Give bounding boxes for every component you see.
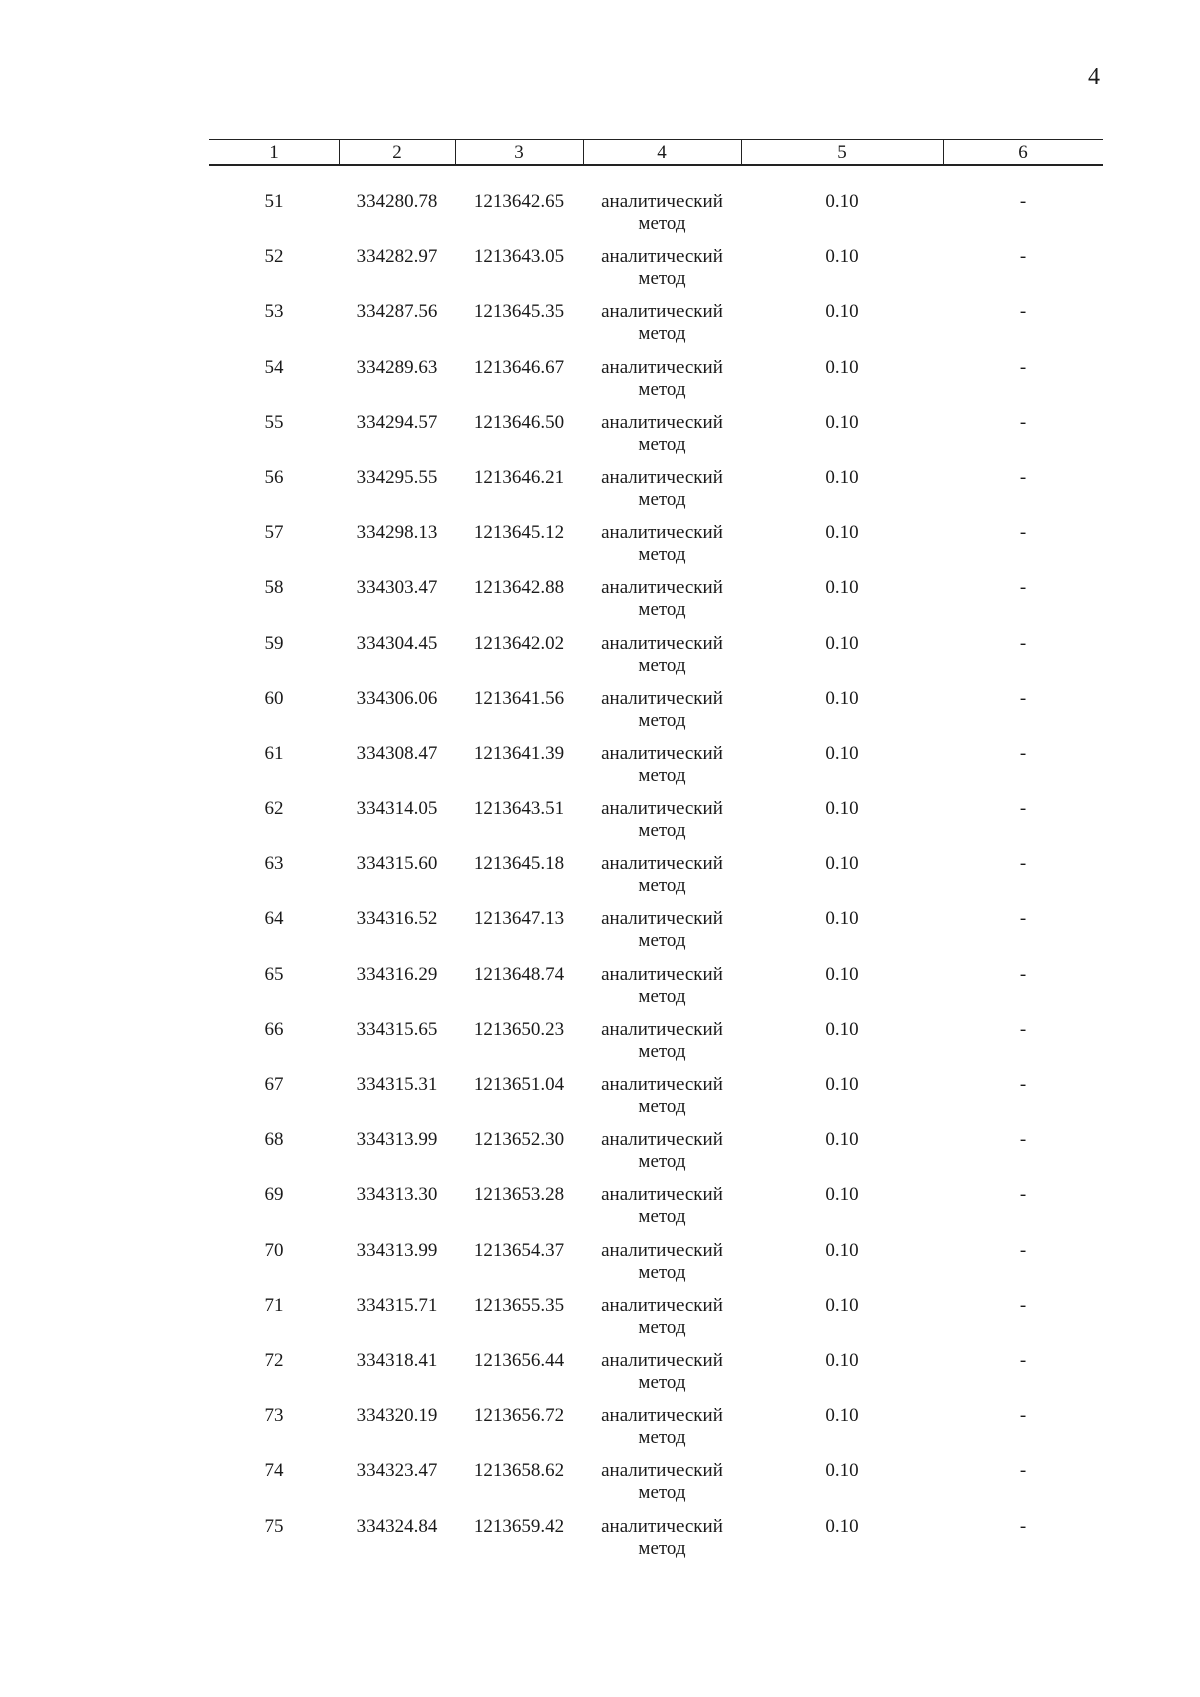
method-cell: [583, 1129, 741, 1173]
method-line-2: метод: [638, 654, 686, 676]
column-header-1: 1: [269, 142, 279, 163]
coordinate-x: 334315.31: [356, 1074, 438, 1095]
table-row: [209, 467, 1103, 522]
table-row: [209, 1460, 1103, 1515]
method-cell: [583, 964, 741, 1008]
coordinate-x: 334324.84: [356, 1515, 438, 1537]
column-header-2: 2: [392, 142, 402, 163]
description-cell: -: [1019, 1018, 1027, 1040]
method-cell: [583, 301, 741, 345]
point-number: 74: [264, 1460, 284, 1482]
coordinate-x: 334315.71: [356, 1294, 438, 1316]
description-cell: -: [1019, 1129, 1027, 1151]
method-line-1: аналитический: [601, 466, 723, 488]
coordinate-x: 334294.57: [356, 411, 438, 433]
table-row: [209, 1516, 1103, 1571]
coordinate-y: 1213646.21: [473, 466, 565, 488]
description-cell: -: [1019, 356, 1027, 378]
point-number: 60: [264, 687, 284, 709]
table-row: [209, 853, 1103, 908]
coordinate-y: 1213659.42: [473, 1515, 565, 1537]
coordinate-x: 334316.29: [356, 963, 438, 985]
method-line-1: аналитический: [601, 853, 723, 875]
method-line-2: метод: [638, 378, 686, 400]
point-number: 56: [264, 466, 284, 488]
method-cell: [583, 1516, 741, 1560]
method-cell: [583, 1240, 741, 1284]
description-cell: -: [1019, 1349, 1027, 1371]
method-line-1: аналитический: [601, 687, 723, 709]
method-line-2: метод: [638, 1206, 686, 1228]
method-line-2: метод: [638, 930, 686, 952]
point-number: 68: [264, 1129, 284, 1151]
method-line-1: аналитический: [601, 1129, 723, 1151]
method-cell: [583, 853, 741, 897]
coordinate-x: 334313.99: [356, 1129, 438, 1151]
coordinate-y: 1213653.28: [473, 1184, 565, 1206]
table-row: [209, 412, 1103, 467]
method-line-1: аналитический: [601, 742, 723, 764]
method-line-1: аналитический: [601, 1405, 723, 1427]
point-number: 51: [264, 191, 284, 212]
table-row: [209, 908, 1103, 963]
table-row: [209, 1184, 1103, 1239]
point-number: 75: [264, 1515, 284, 1537]
table-row: [209, 1240, 1103, 1295]
coordinate-x: 334282.97: [356, 246, 438, 268]
accuracy-value: 0.10: [825, 1074, 859, 1095]
column-header-4: 4: [657, 142, 667, 163]
coordinate-y: 1213642.65: [473, 191, 565, 212]
table-row: [209, 743, 1103, 798]
method-cell: [583, 357, 741, 401]
coordinate-x: 334308.47: [356, 742, 438, 764]
method-line-1: аналитический: [601, 411, 723, 433]
table-row: [209, 1350, 1103, 1405]
method-cell: [583, 1350, 741, 1394]
coordinate-x: 334303.47: [356, 577, 438, 599]
method-line-2: метод: [638, 544, 686, 566]
method-line-1: аналитический: [601, 798, 723, 820]
coordinate-x: 334314.05: [356, 798, 438, 820]
method-cell: [583, 522, 741, 566]
table-row: [209, 1074, 1103, 1129]
coordinate-y: 1213646.67: [473, 356, 565, 378]
method-line-1: аналитический: [601, 301, 723, 323]
table-row: [209, 522, 1103, 577]
accuracy-value: 0.10: [825, 798, 859, 820]
coordinate-y: 1213650.23: [473, 1018, 565, 1040]
method-line-2: метод: [638, 820, 686, 842]
description-cell: -: [1019, 963, 1027, 985]
description-cell: -: [1019, 742, 1027, 764]
point-number: 73: [264, 1405, 284, 1427]
description-cell: -: [1019, 1515, 1027, 1537]
accuracy-value: 0.10: [825, 301, 859, 323]
coordinate-y: 1213643.05: [473, 246, 565, 268]
method-cell: [583, 1019, 741, 1063]
method-line-2: метод: [638, 764, 686, 786]
point-number: 59: [264, 632, 284, 654]
point-number: 61: [264, 742, 284, 764]
description-cell: -: [1019, 687, 1027, 709]
method-cell: [583, 798, 741, 842]
accuracy-value: 0.10: [825, 1460, 859, 1482]
accuracy-value: 0.10: [825, 853, 859, 875]
coordinate-x: 334320.19: [356, 1405, 438, 1427]
description-cell: -: [1019, 246, 1027, 268]
method-line-2: метод: [638, 488, 686, 510]
method-line-1: аналитический: [601, 191, 723, 212]
point-number: 54: [264, 356, 284, 378]
table-row: [209, 357, 1103, 412]
coordinate-y: 1213652.30: [473, 1129, 565, 1151]
method-cell: [583, 1405, 741, 1449]
table-row: [209, 191, 1103, 246]
coordinate-x: 334304.45: [356, 632, 438, 654]
accuracy-value: 0.10: [825, 632, 859, 654]
coordinate-x: 334316.52: [356, 908, 438, 930]
method-line-2: метод: [638, 323, 686, 345]
column-header-3: 3: [514, 142, 524, 163]
method-line-1: аналитический: [601, 632, 723, 654]
point-number: 66: [264, 1018, 284, 1040]
method-line-1: аналитический: [601, 1460, 723, 1482]
point-number: 64: [264, 908, 284, 930]
description-cell: -: [1019, 632, 1027, 654]
description-cell: -: [1019, 1074, 1027, 1095]
description-cell: -: [1019, 522, 1027, 544]
method-line-2: метод: [638, 985, 686, 1007]
table-body: [209, 191, 1103, 1571]
point-number: 58: [264, 577, 284, 599]
point-number: 55: [264, 411, 284, 433]
accuracy-value: 0.10: [825, 1405, 859, 1427]
method-line-2: метод: [638, 213, 686, 234]
coordinate-y: 1213654.37: [473, 1239, 565, 1261]
method-line-2: метод: [638, 709, 686, 731]
description-cell: -: [1019, 1460, 1027, 1482]
accuracy-value: 0.10: [825, 411, 859, 433]
method-cell: [583, 412, 741, 456]
method-line-2: метод: [638, 1261, 686, 1283]
coordinate-x: 334295.55: [356, 466, 438, 488]
method-line-1: аналитический: [601, 1184, 723, 1206]
table-row: [209, 633, 1103, 688]
coordinate-y: 1213656.44: [473, 1349, 565, 1371]
method-line-2: метод: [638, 1040, 686, 1062]
accuracy-value: 0.10: [825, 356, 859, 378]
method-line-2: метод: [638, 1151, 686, 1173]
accuracy-value: 0.10: [825, 687, 859, 709]
method-cell: [583, 1184, 741, 1228]
description-cell: -: [1019, 1405, 1027, 1427]
coordinate-x: 334287.56: [356, 301, 438, 323]
coordinate-y: 1213641.56: [473, 687, 565, 709]
point-number: 52: [264, 246, 284, 268]
accuracy-value: 0.10: [825, 191, 859, 212]
point-number: 67: [264, 1074, 284, 1095]
coordinate-y: 1213648.74: [473, 963, 565, 985]
method-cell: [583, 191, 741, 235]
accuracy-value: 0.10: [825, 1294, 859, 1316]
method-line-2: метод: [638, 1482, 686, 1504]
description-cell: -: [1019, 1294, 1027, 1316]
point-number: 65: [264, 963, 284, 985]
coordinate-x: 334298.13: [356, 522, 438, 544]
method-cell: [583, 1074, 741, 1118]
coordinate-x: 334315.60: [356, 853, 438, 875]
method-line-2: метод: [638, 599, 686, 621]
method-line-1: аналитический: [601, 1239, 723, 1261]
method-line-2: метод: [638, 1371, 686, 1393]
table-row: [209, 577, 1103, 632]
description-cell: -: [1019, 577, 1027, 599]
table-row: [209, 1019, 1103, 1074]
table-header: [209, 139, 1103, 166]
coordinate-y: 1213642.02: [473, 632, 565, 654]
method-cell: [583, 908, 741, 952]
method-line-1: аналитический: [601, 1018, 723, 1040]
accuracy-value: 0.10: [825, 577, 859, 599]
accuracy-value: 0.10: [825, 963, 859, 985]
accuracy-value: 0.10: [825, 1018, 859, 1040]
accuracy-value: 0.10: [825, 1349, 859, 1371]
description-cell: -: [1019, 1184, 1027, 1206]
page-number: 4: [1088, 64, 1100, 90]
method-line-1: аналитический: [601, 1349, 723, 1371]
coordinate-y: 1213655.35: [473, 1294, 565, 1316]
method-cell: [583, 246, 741, 290]
method-line-1: аналитический: [601, 908, 723, 930]
point-number: 53: [264, 301, 284, 323]
point-number: 72: [264, 1349, 284, 1371]
description-cell: -: [1019, 466, 1027, 488]
method-line-2: метод: [638, 1316, 686, 1338]
table-row: [209, 798, 1103, 853]
method-cell: [583, 577, 741, 621]
column-header-6: 6: [1018, 142, 1028, 163]
table-row: [209, 1295, 1103, 1350]
coordinate-y: 1213645.35: [473, 301, 565, 323]
point-number: 62: [264, 798, 284, 820]
method-line-1: аналитический: [601, 522, 723, 544]
point-number: 69: [264, 1184, 284, 1206]
method-line-2: метод: [638, 875, 686, 897]
coordinate-y: 1213646.50: [473, 411, 565, 433]
method-line-2: метод: [638, 433, 686, 455]
description-cell: -: [1019, 853, 1027, 875]
coordinate-x: 334313.99: [356, 1239, 438, 1261]
method-line-2: метод: [638, 1427, 686, 1449]
coordinate-y: 1213645.18: [473, 853, 565, 875]
method-line-1: аналитический: [601, 1515, 723, 1537]
method-cell: [583, 688, 741, 732]
coordinate-y: 1213651.04: [473, 1074, 565, 1095]
point-number: 70: [264, 1239, 284, 1261]
method-cell: [583, 467, 741, 511]
accuracy-value: 0.10: [825, 1239, 859, 1261]
coordinate-x: 334313.30: [356, 1184, 438, 1206]
description-cell: -: [1019, 191, 1027, 212]
coordinate-y: 1213656.72: [473, 1405, 565, 1427]
method-line-1: аналитический: [601, 246, 723, 268]
method-line-1: аналитический: [601, 356, 723, 378]
coordinate-y: 1213643.51: [473, 798, 565, 820]
method-cell: [583, 743, 741, 787]
method-line-1: аналитический: [601, 1294, 723, 1316]
description-cell: -: [1019, 301, 1027, 323]
point-number: 71: [264, 1294, 284, 1316]
method-cell: [583, 633, 741, 677]
coordinate-y: 1213658.62: [473, 1460, 565, 1482]
coordinate-x: 334306.06: [356, 687, 438, 709]
description-cell: -: [1019, 411, 1027, 433]
table-row: [209, 246, 1103, 301]
description-cell: -: [1019, 908, 1027, 930]
accuracy-value: 0.10: [825, 522, 859, 544]
coordinate-y: 1213645.12: [473, 522, 565, 544]
table-row: [209, 964, 1103, 1019]
table-row: [209, 688, 1103, 743]
method-line-1: аналитический: [601, 577, 723, 599]
coordinate-x: 334280.78: [356, 191, 438, 212]
coordinate-x: 334318.41: [356, 1349, 438, 1371]
method-line-2: метод: [638, 1096, 686, 1117]
accuracy-value: 0.10: [825, 742, 859, 764]
accuracy-value: 0.10: [825, 1129, 859, 1151]
accuracy-value: 0.10: [825, 1184, 859, 1206]
description-cell: -: [1019, 1239, 1027, 1261]
method-line-1: аналитический: [601, 1074, 723, 1095]
description-cell: -: [1019, 798, 1027, 820]
point-number: 63: [264, 853, 284, 875]
coordinate-x: 334323.47: [356, 1460, 438, 1482]
accuracy-value: 0.10: [825, 246, 859, 268]
coordinate-x: 334289.63: [356, 356, 438, 378]
column-header-5: 5: [837, 142, 847, 163]
coordinate-x: 334315.65: [356, 1018, 438, 1040]
method-line-1: аналитический: [601, 963, 723, 985]
coordinate-y: 1213647.13: [473, 908, 565, 930]
table-row: [209, 1405, 1103, 1460]
point-number: 57: [264, 522, 284, 544]
method-cell: [583, 1295, 741, 1339]
accuracy-value: 0.10: [825, 466, 859, 488]
coordinate-y: 1213642.88: [473, 577, 565, 599]
table-row: [209, 301, 1103, 356]
coordinate-y: 1213641.39: [473, 742, 565, 764]
method-line-2: метод: [638, 1537, 686, 1559]
method-line-2: метод: [638, 268, 686, 290]
table-row: [209, 1129, 1103, 1184]
method-cell: [583, 1460, 741, 1504]
accuracy-value: 0.10: [825, 1515, 859, 1537]
accuracy-value: 0.10: [825, 908, 859, 930]
